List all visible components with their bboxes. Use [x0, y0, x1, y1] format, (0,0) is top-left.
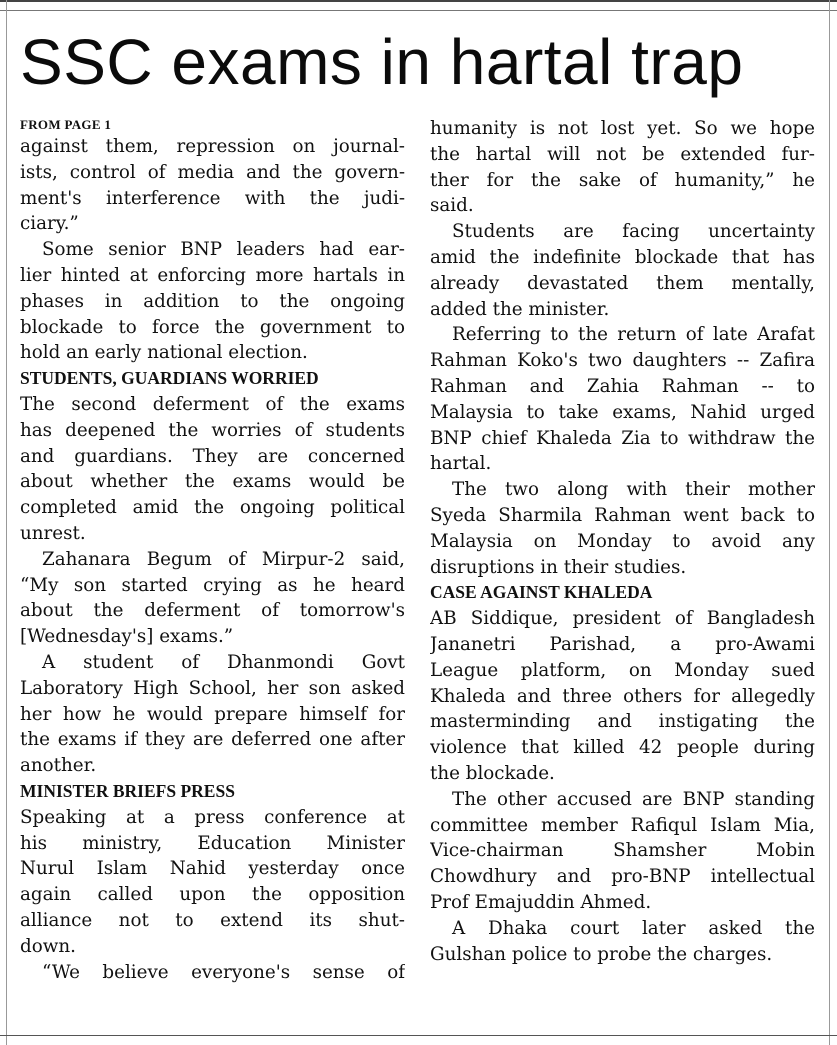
- text-line: phases in addition to the ongoing: [20, 290, 405, 312]
- subheading: MINISTER BRIEFS PRESS: [20, 780, 235, 801]
- text-line: The other accused are BNP standing: [452, 788, 815, 810]
- text-line: down.: [20, 935, 76, 957]
- text-line: violence that killed 42 people during: [430, 737, 815, 759]
- top-rule-thin: [0, 10, 837, 11]
- text-line: again called upon the opposition: [20, 884, 405, 906]
- text-line: already devastated them mentally,: [430, 272, 815, 294]
- text-line: “My son started crying as he heard: [20, 574, 405, 596]
- top-rule: [0, 0, 837, 2]
- text-line: hold an early national election.: [20, 342, 308, 364]
- text-line: humanity is not lost yet. So we hope: [430, 118, 815, 139]
- text-line: Gulshan police to probe the charges.: [430, 943, 773, 965]
- text-line: Vice-chairman Shamsher Mobin: [430, 840, 815, 862]
- text-line: Malaysia to take exams, Nahid urged: [430, 401, 815, 423]
- text-line: Laboratory High School, her son asked: [20, 677, 405, 699]
- text-line: Prof Emajuddin Ahmed.: [430, 891, 652, 913]
- text-line: A student of Dhanmondi Govt: [42, 651, 405, 673]
- text-line: hartal.: [430, 453, 492, 475]
- text-line: his ministry, Education Minister: [20, 832, 405, 854]
- text-line: against them, repression on journal-: [20, 136, 405, 157]
- text-line: “We believe everyone's sense of: [42, 961, 405, 983]
- text-line: Syeda Sharmila Rahman went back to: [430, 504, 815, 526]
- article-column-left: [20, 110, 405, 985]
- text-line: the exams if they are deferred one after: [20, 729, 405, 751]
- text-line: her how he would prepare himself for: [20, 703, 405, 725]
- text-line: completed amid the ongoing political: [20, 497, 405, 519]
- text-line: unrest.: [20, 522, 86, 544]
- text-line: said.: [430, 195, 474, 217]
- text-line: The second deferment of the exams: [20, 393, 405, 415]
- text-line: added the minister.: [430, 298, 610, 320]
- text-line: Chowdhury and pro-BNP intellectual: [430, 866, 815, 888]
- text-line: ment's interference with the judi-: [20, 187, 405, 209]
- text-line: another.: [20, 755, 97, 777]
- text-line: Referring to the return of late Arafat: [452, 324, 815, 346]
- text-line: ther for the sake of humanity,” he: [430, 169, 815, 191]
- text-line: has deepened the worries of students: [20, 419, 405, 441]
- text-line: lier hinted at enforcing more hartals in: [20, 264, 405, 286]
- text-line: League platform, on Monday sued: [430, 659, 815, 681]
- text-line: disruptions in their studies.: [430, 556, 687, 578]
- left-border: [6, 0, 7, 1045]
- text-line: alliance not to extend its shut-: [20, 909, 405, 931]
- text-line: Malaysia on Monday to avoid any: [430, 530, 815, 552]
- text-line: blockade to force the government to: [20, 316, 405, 338]
- text-line: The two along with their mother: [452, 479, 815, 501]
- headline: SSC exams in hartal trap: [20, 26, 744, 98]
- article-column-right: [430, 116, 815, 967]
- text-line: the blockade.: [430, 762, 555, 784]
- text-line: Khaleda and three others for allegedly: [430, 685, 815, 707]
- text-line: about the deferment of tomorrow's: [20, 600, 405, 622]
- text-line: BNP chief Khaleda Zia to withdraw the: [430, 427, 815, 449]
- text-line: and guardians. They are concerned: [20, 445, 405, 467]
- text-line: [Wednesday's] exams.”: [20, 626, 234, 648]
- text-line: ists, control of media and the govern-: [20, 161, 405, 183]
- text-line: masterminding and instigating the: [430, 711, 815, 733]
- text-line: amid the indefinite blockade that has: [430, 246, 815, 268]
- subheading: CASE AGAINST KHALEDA: [430, 582, 653, 603]
- right-border: [829, 0, 830, 1045]
- bottom-rule: [0, 1035, 837, 1036]
- text-line: Rahman Koko's two daughters -- Zafira: [430, 350, 815, 372]
- kicker: FROM PAGE 1: [20, 117, 112, 132]
- subheading: STUDENTS, GUARDIANS WORRIED: [20, 368, 319, 389]
- text-line: the hartal will not be extended fur-: [430, 143, 815, 165]
- text-line: Students are facing uncertainty: [452, 221, 815, 243]
- text-line: Jananetri Parishad, a pro-Awami: [430, 633, 815, 655]
- text-line: A Dhaka court later asked the: [452, 917, 815, 939]
- text-line: ciary.”: [20, 213, 79, 235]
- text-line: Zahanara Begum of Mirpur-2 said,: [42, 548, 405, 570]
- text-line: about whether the exams would be: [20, 471, 405, 493]
- text-line: Some senior BNP leaders had ear-: [42, 239, 405, 261]
- text-line: AB Siddique, president of Bangladesh: [430, 608, 815, 630]
- text-line: Rahman and Zahia Rahman -- to: [430, 375, 815, 397]
- text-line: Nurul Islam Nahid yesterday once: [20, 858, 405, 880]
- text-line: Speaking at a press conference at: [20, 806, 405, 828]
- text-line: committee member Rafiqul Islam Mia,: [430, 814, 815, 836]
